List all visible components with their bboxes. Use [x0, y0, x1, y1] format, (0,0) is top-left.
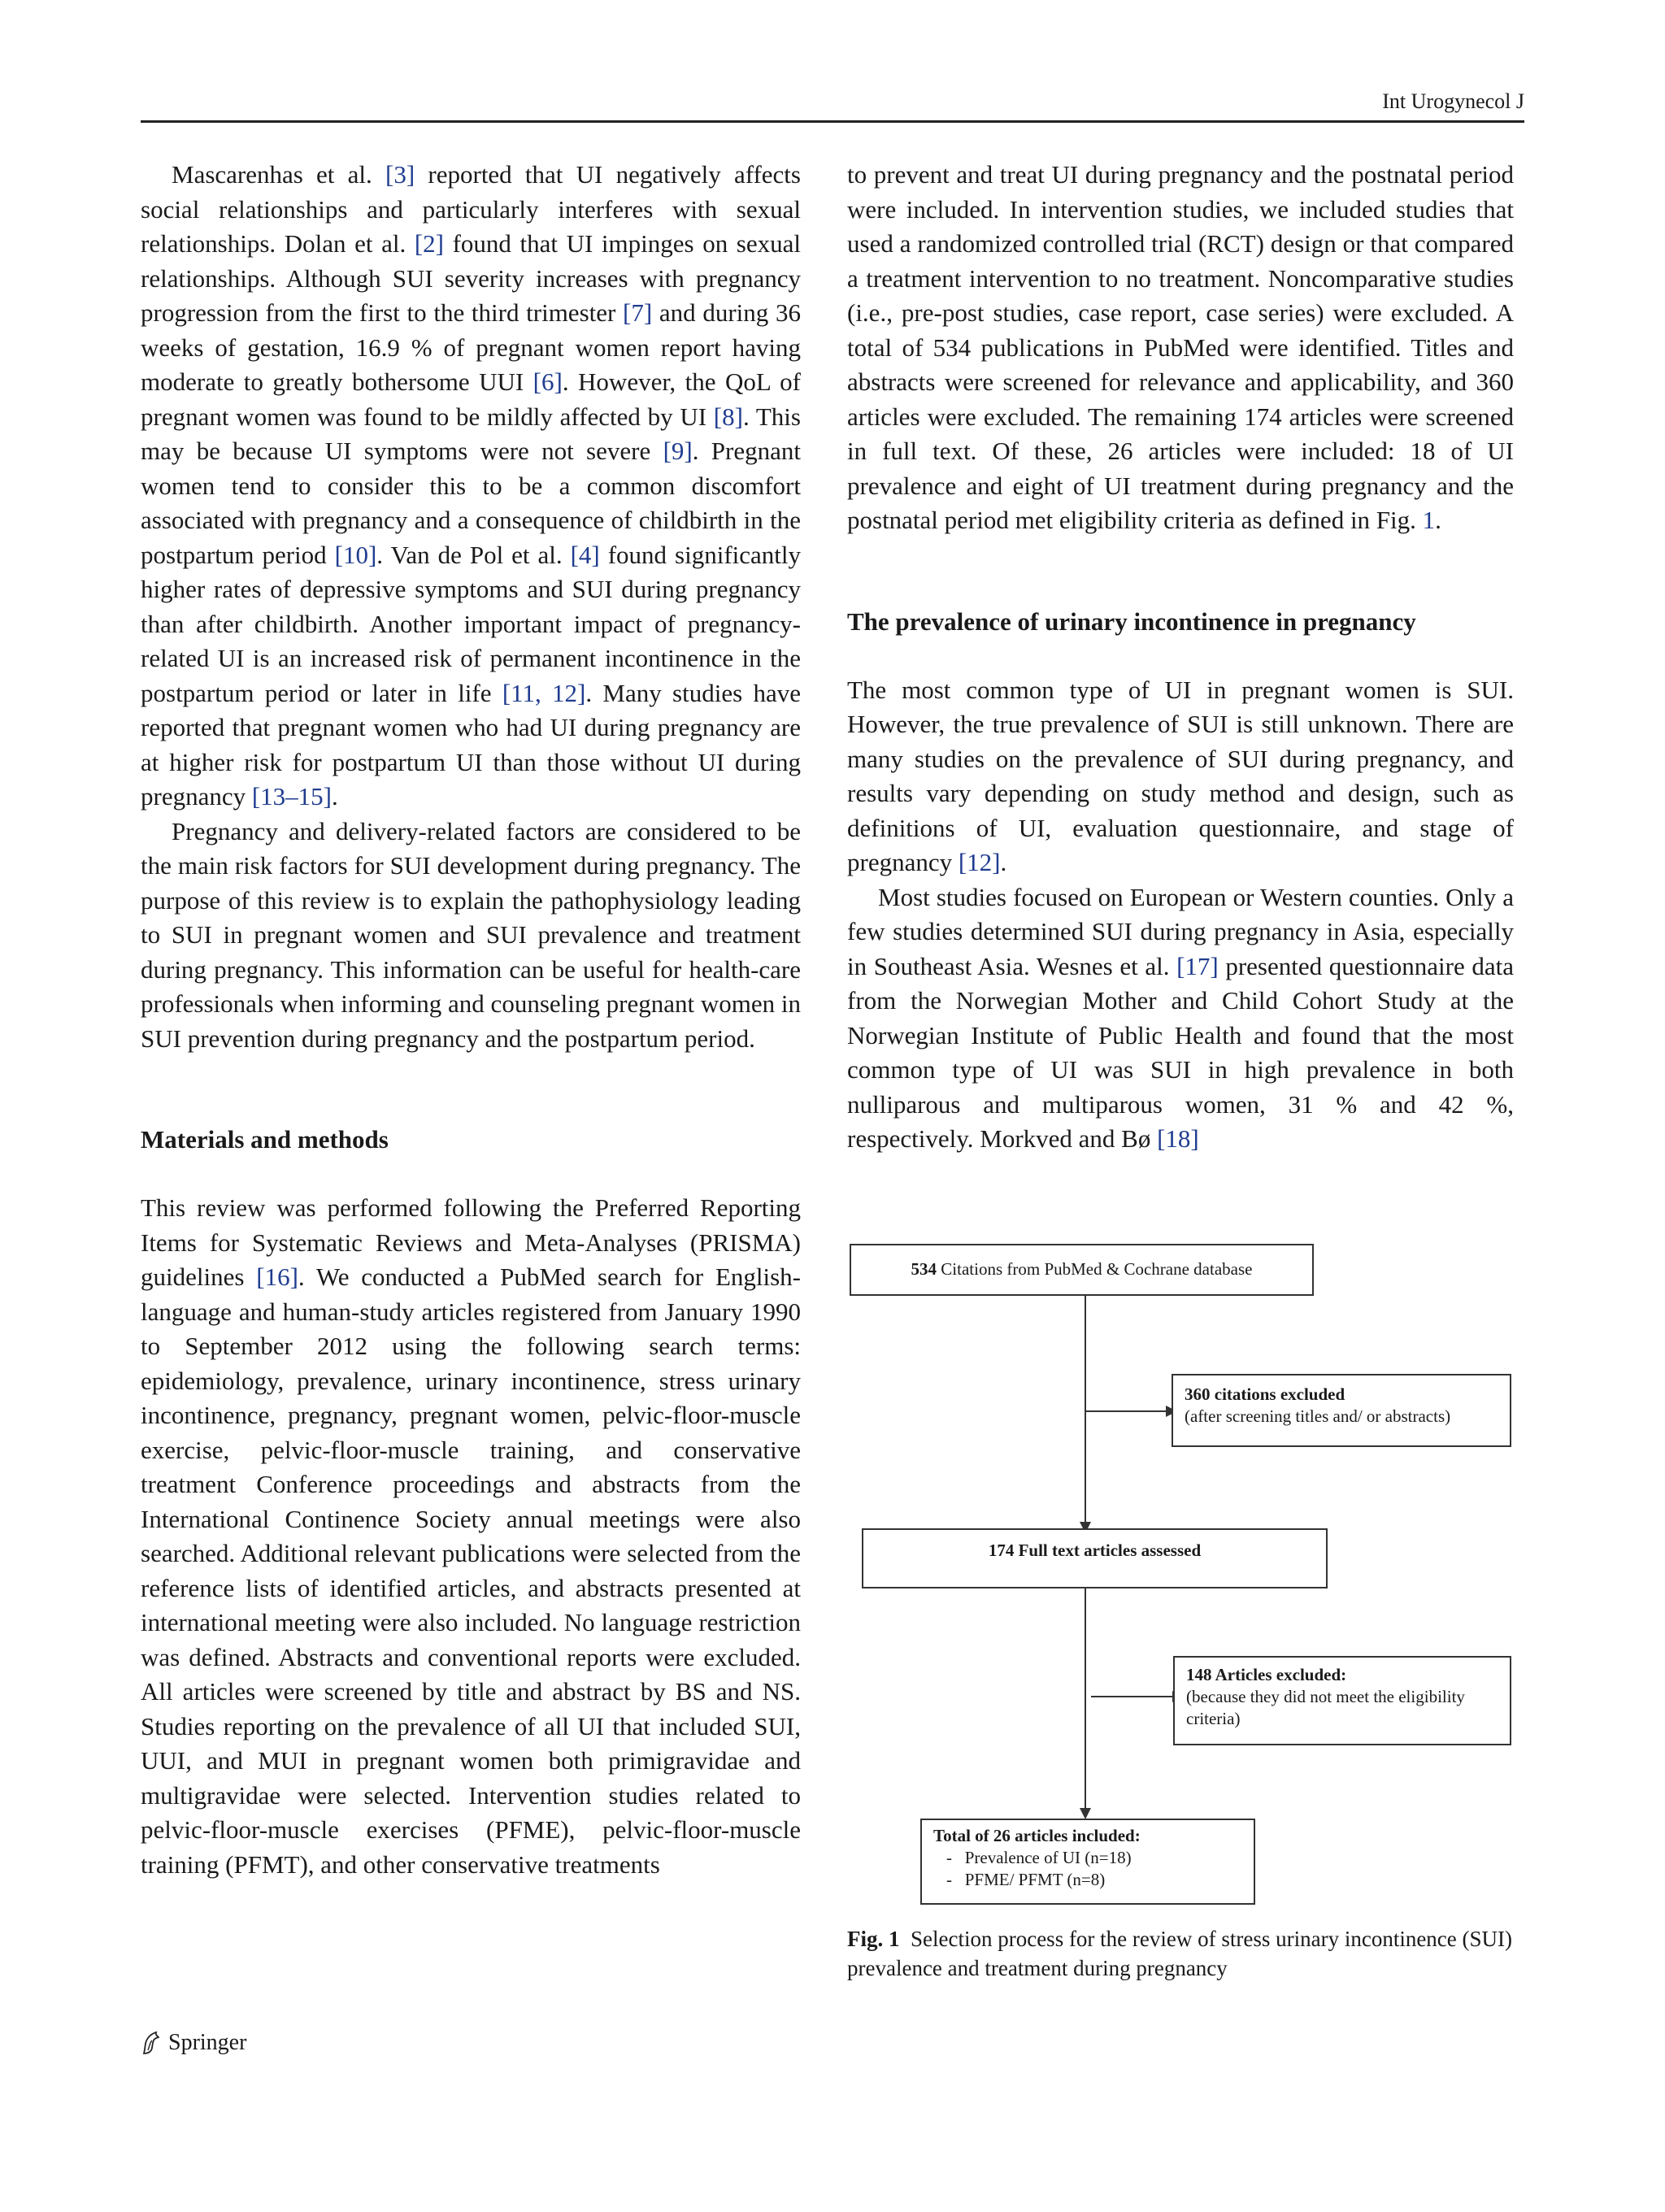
text-run: . We conducted a PubMed search for English-language and human-study articles registered from January 1990 to September 2012 using the following search terms: epidemiology, prevalence, urinary incontinence, stress urinary incontinence, pregnancy, pregnant women, pelvic-floor-muscle exercise, pelvic-floor-muscle training, and conservative treatment Conference proceedings and abstracts from the International Continence Society annual meetings were also searched. Additional relevant publications were selected from the reference lists of identified articles, and abstracts presented at international meeting were also included. No language restriction was defined. Abstracts and conventional reports were excluded. All articles were screened by title and abstract by BS and NS. Studies reporting on the prevalence of all UI that included SUI, UUI, and MUI in pregnant women both primigravidae and multigravidae were selected. Intervention studies related to pelvic-floor-muscle exercises (PFME), pelvic-floor-muscle training (PFMT), and other conservative treatments	[141, 1262, 801, 1879]
text-run: found significantly higher rates of depressive symptoms and SUI during pregnancy than after childbirth. Another important impact of pregnancy-related UI is an increased risk of permanent incontinence in the postpartum period or later in life	[141, 540, 801, 707]
reference-link[interactable]: [6]	[533, 367, 563, 396]
publisher-name: Springer	[168, 2030, 247, 2055]
text-run: found that UI impinges on sexual relationships. Although SUI severity increases with pregnancy progression from the first to the third trimester	[141, 229, 801, 327]
springer-horse-icon	[141, 2031, 162, 2055]
reference-link[interactable]: [9]	[663, 437, 693, 465]
text-run: . Van de Pol et al.	[376, 540, 571, 569]
flow-box-excluded-360	[1172, 1374, 1511, 1447]
text-run: .	[1000, 848, 1007, 876]
header-rule	[141, 120, 1524, 123]
connector-line	[1091, 1696, 1174, 1697]
text-run: . This may be because UI symptoms were not severe	[141, 402, 801, 465]
text-run: This review was performed following the Preferred Reporting Items for Systematic Reviews and Meta-Analyses (PRISMA) guidelines	[141, 1193, 801, 1291]
flow-box-full-text	[862, 1528, 1328, 1588]
left-column	[141, 158, 801, 1882]
reference-link[interactable]: [10]	[334, 540, 377, 569]
paragraph	[847, 880, 1514, 1157]
text-run: to prevent and treat UI during pregnancy and the postnatal period were included. In intervention studies, we included studies that used a randomized controlled trial (RCT) design or that compared a treatment intervention to no treatment. Noncomparative studies (i.e., pre-post studies, case report, case series) were excluded. A total of 534 publications in PubMed were identified. Titles and abstracts were screened for relevance and applicability, and 360 articles were excluded. The remaining 174 articles were screened in full text. Of these, 26 articles were included: 18 of UI prevalence and eight of UI treatment during pregnancy and the postnatal period met eligibility criteria as defined in Fig.	[847, 160, 1514, 534]
publisher-footer	[141, 2030, 246, 2056]
paragraph	[141, 158, 801, 815]
text-run: . Pregnant women tend to consider this to be a common discomfort associated with pregnancy and a consequence of childbirth in the postpartum period	[141, 437, 801, 569]
text-run: and during 36 weeks of gestation, 16.9 % of pregnant women report having moderate to greatly bothersome UUI	[141, 298, 801, 396]
list-item: - Prevalence of UI (n=18)	[946, 1848, 1132, 1867]
reference-link[interactable]: [16]	[256, 1262, 298, 1291]
reference-link[interactable]: [13–15]	[251, 782, 333, 810]
text-run: .	[1435, 506, 1441, 534]
section-heading: The prevalence of urinary incontinence in pregnancy	[847, 606, 1416, 636]
section-heading: Materials and methods	[141, 1125, 389, 1154]
box-title: 360 citations excluded	[1185, 1384, 1345, 1404]
paragraph	[847, 673, 1514, 880]
reference-link[interactable]: [2]	[414, 229, 444, 258]
reference-link[interactable]: [8]	[713, 402, 743, 431]
text-run: Most studies focused on European or Western counties. Only a few studies determined SUI during pregnancy in Asia, especially in Southeast Asia. Wesnes et al.	[847, 882, 1514, 980]
reference-link[interactable]: [7]	[623, 298, 653, 327]
reference-link[interactable]: 1	[1422, 506, 1436, 534]
connector-line	[1085, 1296, 1086, 1523]
connector-line	[1085, 1410, 1167, 1412]
flow-box-excluded-148	[1173, 1656, 1511, 1745]
reference-link[interactable]: [3]	[385, 160, 415, 189]
text-run: Mascarenhas et al.	[172, 160, 386, 189]
paragraph	[141, 1191, 801, 1882]
box-text: Citations from PubMed & Cochrane database	[937, 1259, 1253, 1279]
text-run: .	[332, 782, 338, 810]
figure-caption	[847, 1924, 1518, 1983]
arrow-down-icon	[1080, 1808, 1091, 1819]
reference-link[interactable]: [12]	[958, 848, 1001, 876]
box-text: (after screening titles and/ or abstracts)	[1185, 1406, 1451, 1426]
box-title: 148 Articles excluded:	[1186, 1665, 1347, 1684]
reference-link[interactable]: [18]	[1157, 1124, 1199, 1153]
text-run: The most common type of UI in pregnant women is SUI. However, the true prevalence of SUI is still unknown. There are many studies on the prevalence of SUI during pregnancy, and results vary depending on study method and design, such as definitions of UI, evaluation questionnaire, and stage of pregnancy	[847, 675, 1514, 876]
text-run: . Many studies have reported that pregnant women who had UI during pregnancy are at higher risk for postpartum UI than those without UI during pregnancy	[141, 678, 801, 810]
right-column	[847, 158, 1514, 1157]
journal-name: Int Urogynecol J	[1382, 89, 1524, 113]
citation-count: 534	[911, 1259, 937, 1279]
reference-link[interactable]: [17]	[1176, 951, 1219, 980]
paragraph	[847, 158, 1514, 538]
box-text: (because they did not meet the eligibility criteria)	[1186, 1687, 1465, 1728]
box-title: 174 Full text articles assessed	[988, 1541, 1202, 1560]
flow-box-citations	[850, 1244, 1314, 1296]
text-run: . However, the QoL of pregnant women was found to be mildly affected by UI	[141, 367, 801, 431]
flow-box-included	[920, 1819, 1255, 1905]
reference-link[interactable]: [4]	[570, 540, 600, 569]
list-item: - PFME/ PFMT (n=8)	[946, 1870, 1106, 1889]
text-run: presented questionnaire data from the Norwegian Mother and Child Cohort Study at the Norwegian Institute of Public Health and found that the most common type of UI was SUI in high prevalence in both nulliparous and multiparous women, 31 % and 42 %, respectively. Morkved and Bø	[847, 951, 1514, 1153]
box-title: Total of 26 articles included:	[933, 1826, 1141, 1845]
text-run: reported that UI negatively affects social relationships and particularly interferes with sexual relationships. Dolan et al.	[141, 160, 801, 258]
paragraph: Pregnancy and delivery-related factors are considered to be the main risk factors for SUI development during pregnancy. The purpose of this review is to explain the pathophysiology leading to SUI in pregnant women and SUI prevalence and treatment during pregnancy. This information can be useful for health-care professionals when informing and counseling pregnant women in SUI prevention during pregnancy and the postpartum period.	[141, 816, 801, 1053]
reference-link[interactable]: [11, 12]	[502, 678, 586, 707]
connector-line	[1085, 1588, 1086, 1810]
figure-label: Fig. 1	[847, 1927, 900, 1951]
caption-text: Selection process for the review of stress urinary incontinence (SUI) prevalence and treatment during pregnancy	[847, 1927, 1518, 1980]
